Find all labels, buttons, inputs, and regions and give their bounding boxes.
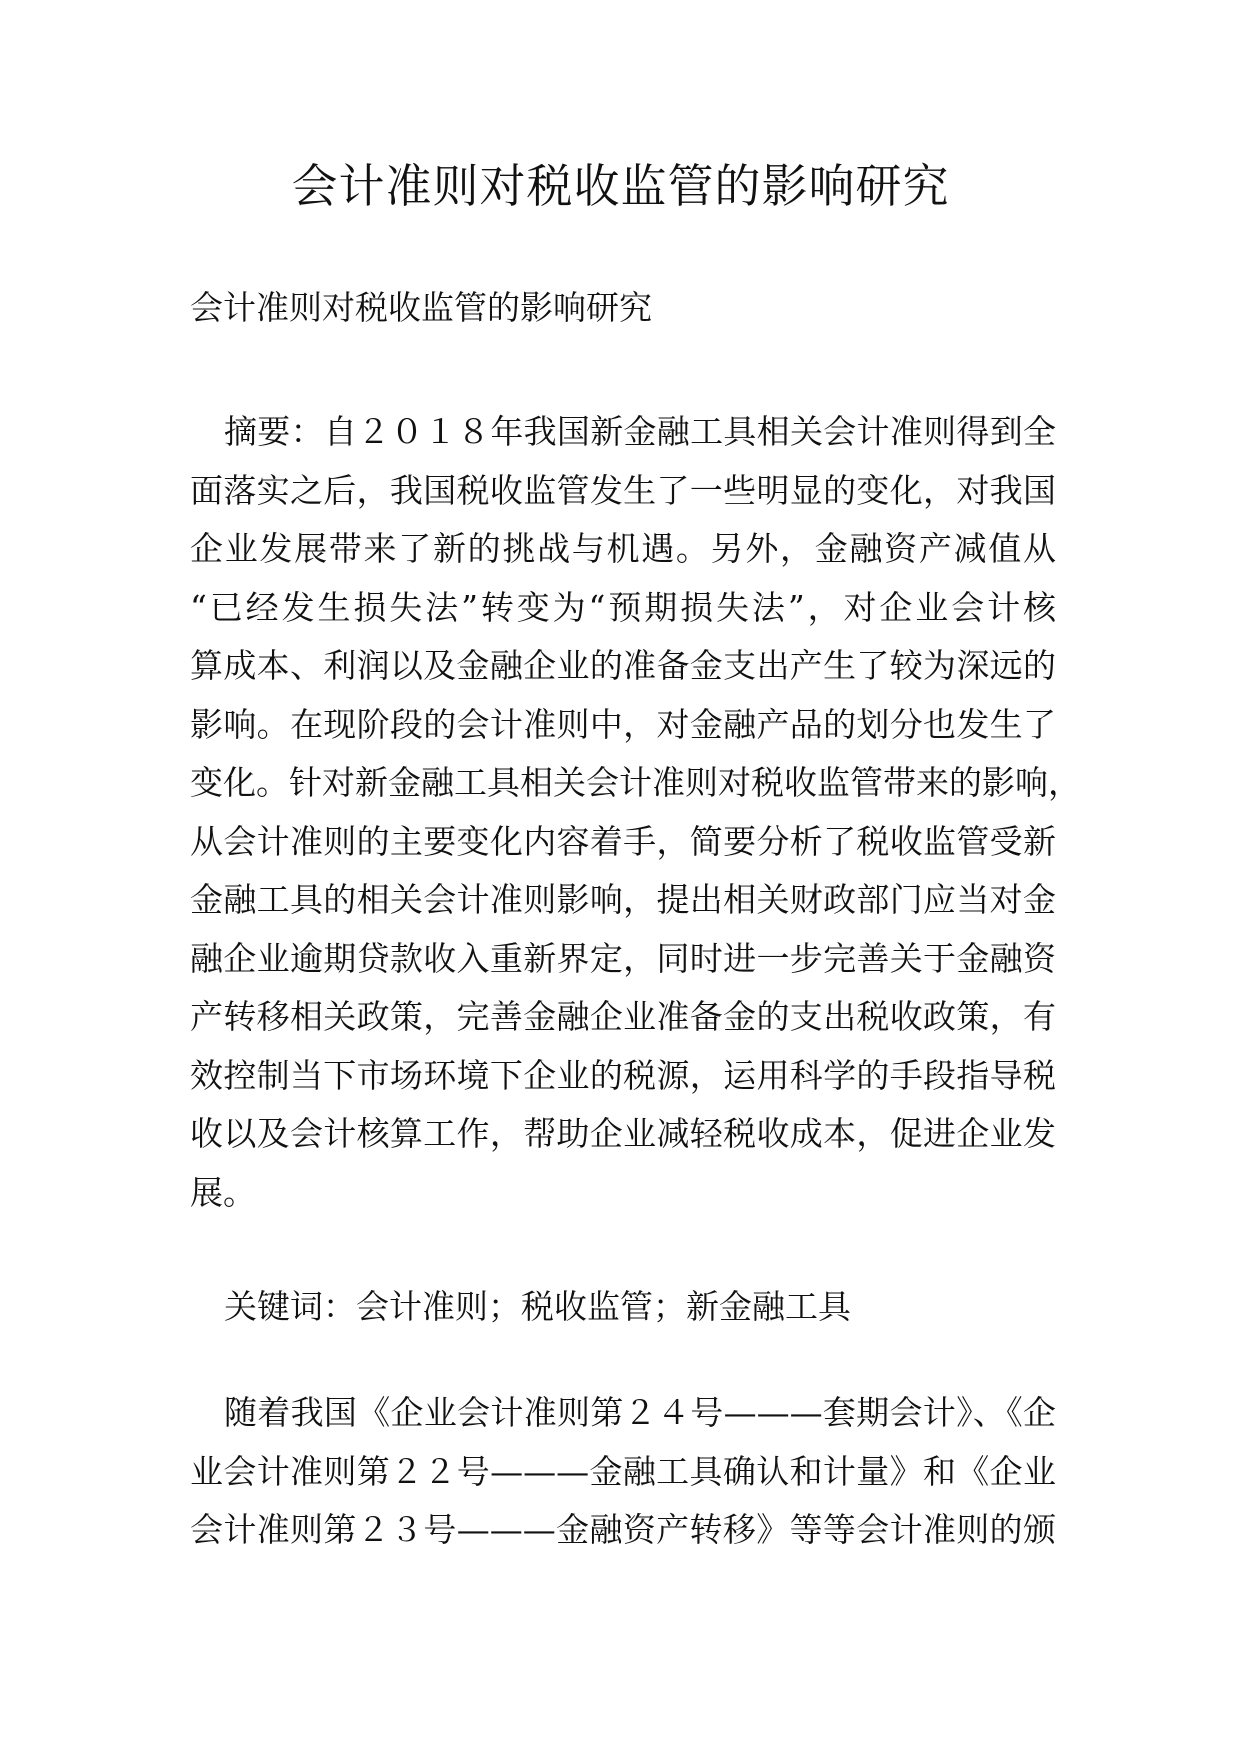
abstract-paragraph <box>190 403 1081 1222</box>
keywords-paragraph <box>190 1278 1056 1337</box>
abstract-line: 企业发展带来了新的挑战与机遇。另外，金融资产减值从 <box>190 529 1056 568</box>
abstract-line: 面落实之后，我国税收监管发生了一些明显的变化，对我国 <box>190 470 1056 510</box>
abstract-line: 影响。在现阶段的会计准则中，对金融产品的划分也发生了 <box>190 704 1056 744</box>
intro-line: 随着我国《企业会计准则第２４号———套期会计》、《企 <box>224 1393 1056 1432</box>
abstract-line: “已经发生损失法”转变为“预期损失法”，对企业会计核 <box>190 587 1056 627</box>
document-subtitle: 会计准则对税收监管的影响研究 <box>190 288 652 327</box>
abstract-line: 效控制当下市场环境下企业的税源，运用科学的手段指导税 <box>190 1055 1056 1095</box>
abstract-line: 算成本、利润以及金融企业的准备金支出产生了较为深远的 <box>190 646 1056 685</box>
abstract-line: 产转移相关政策，完善金融企业准备金的支出税收政策，有 <box>190 997 1056 1036</box>
keywords-line: 关键词：会计准则；税收监管；新金融工具 <box>224 1287 851 1326</box>
abstract-line: 摘要：自２０１８年我国新金融工具相关会计准则得到全 <box>224 412 1056 451</box>
abstract-line: 展。 <box>190 1172 256 1212</box>
abstract-line: 金融工具的相关会计准则影响，提出相关财政部门应当对金 <box>190 880 1056 919</box>
intro-line: 会计准则第２３号———金融资产转移》等等会计准则的颁 <box>190 1510 1056 1549</box>
abstract-line: 从会计准则的主要变化内容着手，简要分析了税收监管受新 <box>190 821 1056 861</box>
intro-line: 业会计准则第２２号———金融工具确认和计量》和《企业 <box>190 1451 1056 1491</box>
intro-paragraph <box>190 1384 1056 1560</box>
abstract-line: 融企业逾期贷款收入重新界定，同时进一步完善关于金融资 <box>190 938 1056 978</box>
abstract-line: 变化。针对新金融工具相关会计准则对税收监管带来的影响， <box>190 763 1081 802</box>
abstract-line: 收以及会计核算工作，帮助企业减轻税收成本，促进企业发 <box>190 1114 1056 1153</box>
document-title: 会计准则对税收监管的影响研究 <box>291 159 950 213</box>
